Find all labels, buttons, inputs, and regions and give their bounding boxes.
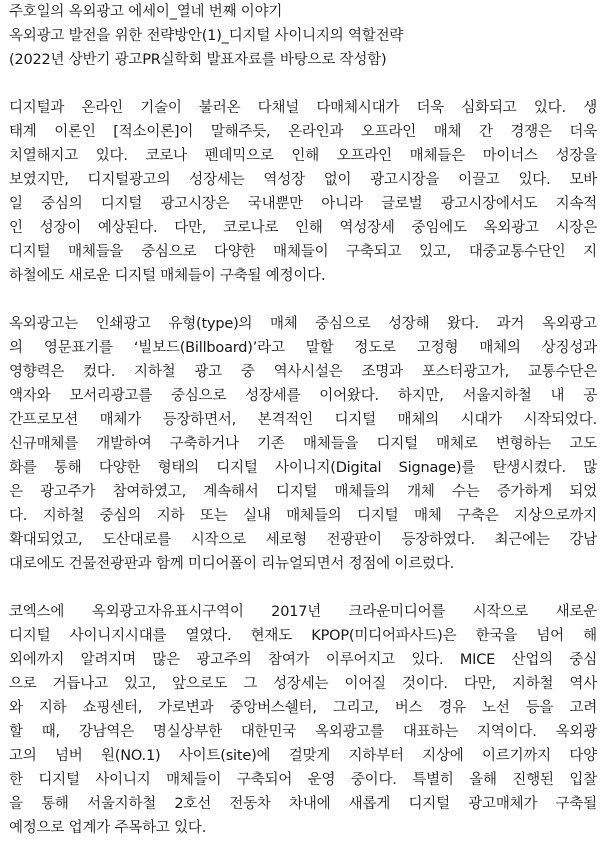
- paragraph-3-line: 외에까지 알려지며 많은 광고주의 참여가 이루어지고 있다. MICE 산업의 중심: [9, 652, 597, 668]
- paragraph-2-line: 간프로모션 매체가 등장하면서, 본격적인 디지털 매체의 시대가 시작되었다.: [9, 412, 597, 428]
- paragraph-2-line: 화를 통해 다양한 형태의 디지털 사이니지(Digital Signage)를 탄생시켰다. 많: [9, 460, 597, 476]
- paragraph-2-line: 다. 지하철 중심의 지하 또는 실내 매체들의 디지털 매체 구축은 지상으로까지: [9, 508, 597, 524]
- paragraph-2-line: 액자와 모서리광고를 중심으로 성장세를 이어왔다. 하지만, 서울지하철 내 공: [9, 388, 597, 404]
- essay-source-note: (2022년 상반기 광고PR실학회 발표자료를 바탕으로 작성함): [9, 52, 387, 68]
- paragraph-1-line: 인 성장이 예상된다. 다만, 코로나로 인해 역성장세 중임에도 옥외광고 시장은: [9, 220, 597, 236]
- paragraph-3-line: 으로 거듭나고 있고, 앞으로도 그 성장세는 이어질 것이다. 다만, 지하철 역사: [9, 676, 597, 692]
- paragraph-2-line: 신규매체를 개발하여 구축하거나 기존 매체들을 디지털 매체로 변형하는 고도: [9, 436, 597, 452]
- paragraph-2-line: 은 광고주가 참여하였고, 계속해서 디지털 매체들의 개체 수는 증가하게 되었: [9, 484, 597, 500]
- paragraph-1-line: 하철에도 새로운 디지털 매체들이 구축될 예정이다.: [9, 268, 326, 284]
- paragraph-3-line: 할 때, 강남역은 명실상부한 대한민국 옥외광고를 대표하는 지역이다. 옥외광: [9, 724, 597, 740]
- paragraph-1-line: 태계 이론인 [적소이론]이 말해주듯, 온라인과 오프라인 매체 간 경쟁은 더욱: [9, 124, 597, 140]
- paragraph-2-line: 옥외광고는 인쇄광고 유형(type)의 매체 중심으로 성장해 왔다. 과거 옥외광고: [9, 316, 597, 332]
- paragraph-2-line: 의 영문표기를 ‘빌보드(Billboard)’라고 말할 정도로 고정형 매체의 상징성과: [9, 340, 597, 356]
- paragraph-3-line: 을 통해 서울지하철 2호선 전동차 차내에 새롭게 디지털 광고매체가 구축될: [9, 796, 597, 812]
- paragraph-3-line: 예정으로 업계가 주목하고 있다.: [9, 820, 207, 836]
- paragraph-3-line: 한 디지털 사이니지 매체들이 구축되어 운영 중이다. 특별히 올해 진행된 입찰: [9, 772, 597, 788]
- essay-series-title: 주호일의 옥외광고 에세이_열네 번째 이야기: [9, 4, 283, 20]
- paragraph-2-line: 확대되었고, 도산대로를 시작으로 세로형 전광판이 등장하였다. 최근에는 강남: [9, 532, 597, 548]
- essay-title: 옥외광고 발전을 위한 전략방안(1)_디지털 사이니지의 역할전략: [9, 28, 404, 44]
- paragraph-3-line: 디지털 사이니지시대를 열였다. 현재도 KPOP(미디어파사드)은 한국을 넘어 해: [9, 628, 597, 644]
- paragraph-2-line: 영향력은 컸다. 지하철 광고 중 역사시설은 조명과 포스터광고가, 교통수단은: [9, 364, 597, 380]
- paragraph-1-line: 디지털과 온라인 기술이 불러온 다채널 다매체시대가 더욱 심화되고 있다. 생: [9, 100, 597, 116]
- paragraph-1-line: 보였지만, 디지털광고의 성장세는 역성장 없이 광고시장을 이끌고 있다. 모바: [9, 172, 597, 188]
- paragraph-3-line: 고의 넘버 원(NO.1) 사이트(site)에 걸맞게 지하부터 지상에 이르기까지 다양: [9, 748, 597, 764]
- paragraph-3-line: 와 지하 쇼핑센터, 가로변과 중앙버스쉘터, 그리고, 버스 경유 노선 등을 고려: [9, 700, 597, 716]
- paragraph-1-line: 일 중심의 디지털 광고시장은 국내뿐만 아니라 글로벌 광고시장에서도 지속적: [9, 196, 597, 212]
- paragraph-1-line: 치열해지고 있다. 코로나 펜데믹으로 인해 오프라인 매체들은 마이너스 성장을: [9, 148, 597, 164]
- paragraph-2-line: 대로에도 건물전광판과 함께 미디어폴이 리뉴얼되면서 정점에 이르렀다.: [9, 556, 455, 572]
- paragraph-3-line: 코엑스에 옥외광고자유표시구역이 2017년 크라운미디어를 시작으로 새로운: [9, 604, 597, 620]
- paragraph-1-line: 디지털 매체들을 중심으로 다양한 매체들이 구축되고 있고, 대중교통수단인 지: [9, 244, 597, 260]
